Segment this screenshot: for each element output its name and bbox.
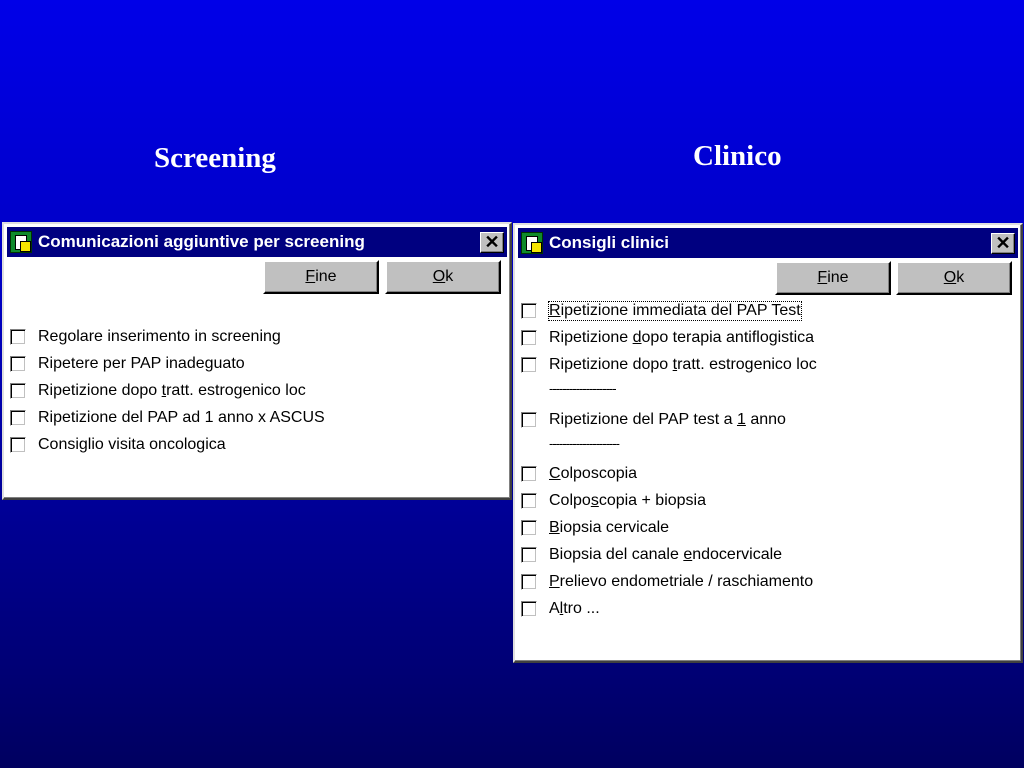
close-button[interactable] (991, 233, 1015, 254)
app-icon (10, 231, 32, 253)
window-title: Comunicazioni aggiuntive per screening (38, 232, 365, 251)
checkbox[interactable] (521, 493, 537, 509)
screening-dialog (2, 222, 512, 500)
fine-button-mnemonic: F (817, 269, 828, 286)
fine-button-label: ine (827, 269, 849, 286)
checkbox-label: Ripetizione dopo tratt. estrogenico loc (38, 382, 306, 399)
close-icon: ✕ (995, 232, 1011, 253)
checkbox[interactable] (10, 356, 26, 372)
checkbox-item[interactable] (521, 597, 600, 621)
checkbox-item[interactable] (521, 326, 814, 350)
checkbox[interactable] (521, 520, 537, 536)
checkbox[interactable] (521, 574, 537, 590)
checkbox[interactable] (521, 303, 537, 319)
checkbox-label: Biopsia del canale endocervicale (549, 546, 783, 563)
checkbox[interactable] (10, 410, 26, 426)
checkbox-label: Colposcopia + biopsia (549, 492, 706, 509)
checkbox[interactable] (521, 547, 537, 563)
checkbox-item[interactable] (10, 352, 245, 376)
app-icon (521, 232, 543, 254)
checkbox-item[interactable] (521, 299, 801, 323)
checkbox-label: Consiglio visita oncologica (38, 436, 226, 453)
checkbox[interactable] (521, 330, 537, 346)
checkbox-label: Regolare inserimento in screening (38, 328, 281, 345)
checkbox-item[interactable] (10, 325, 281, 349)
checkbox-label: Ripetizione dopo tratt. estrogenico loc (549, 356, 817, 373)
checkbox-label: Ripetizione immediata del PAP Test (549, 302, 801, 319)
checkbox-label: Ripetizione del PAP test a 1 anno (549, 411, 786, 428)
checkbox[interactable] (10, 383, 26, 399)
checkbox-item[interactable] (521, 462, 637, 486)
screening-titlebar[interactable] (7, 227, 507, 257)
ok-button[interactable] (896, 261, 1012, 295)
checkbox-item[interactable] (10, 406, 325, 430)
ok-button[interactable] (385, 260, 501, 294)
ok-button-mnemonic: O (432, 268, 446, 285)
checkbox[interactable] (521, 466, 537, 482)
checkbox[interactable] (10, 437, 26, 453)
close-icon: ✕ (484, 231, 500, 252)
separator: -------------------- (549, 381, 616, 396)
checkbox-label: Colposcopia (549, 465, 638, 482)
checkbox[interactable] (10, 329, 26, 345)
checkbox-label: Ripetizione del PAP ad 1 anno x ASCUS (38, 409, 325, 426)
separator: --------------------- (549, 436, 619, 451)
checkbox-item[interactable] (521, 353, 817, 377)
checkbox-item[interactable] (521, 543, 782, 567)
fine-button[interactable] (775, 261, 891, 295)
checkbox-label: Ripetere per PAP inadeguato (38, 355, 245, 372)
clinico-dialog (513, 223, 1023, 663)
checkbox-item[interactable] (521, 489, 706, 513)
checkbox-item[interactable] (521, 408, 786, 432)
slide-title-screening: Screening (154, 142, 276, 174)
checkbox[interactable] (521, 601, 537, 617)
slide-title-clinico: Clinico (693, 140, 782, 172)
checkbox-label: Biopsia cervicale (549, 519, 670, 536)
checkbox-item[interactable] (521, 516, 669, 540)
checkbox[interactable] (521, 412, 537, 428)
ok-button-mnemonic: O (943, 269, 957, 286)
close-button[interactable] (480, 232, 504, 253)
ok-button-label: k (445, 268, 454, 285)
clinico-titlebar[interactable] (518, 228, 1018, 258)
fine-button[interactable] (263, 260, 379, 294)
ok-button-label: k (956, 269, 965, 286)
fine-button-label: ine (315, 268, 337, 285)
checkbox-label: Prelievo endometriale / raschiamento (549, 573, 814, 590)
checkbox-label: Ripetizione dopo terapia antiflogistica (549, 329, 815, 346)
checkbox-item[interactable] (521, 570, 813, 594)
window-title: Consigli clinici (549, 233, 669, 252)
fine-button-mnemonic: F (305, 268, 316, 285)
checkbox-item[interactable] (10, 433, 226, 457)
checkbox-item[interactable] (10, 379, 306, 403)
checkbox[interactable] (521, 357, 537, 373)
checkbox-label: Altro ... (549, 600, 600, 617)
